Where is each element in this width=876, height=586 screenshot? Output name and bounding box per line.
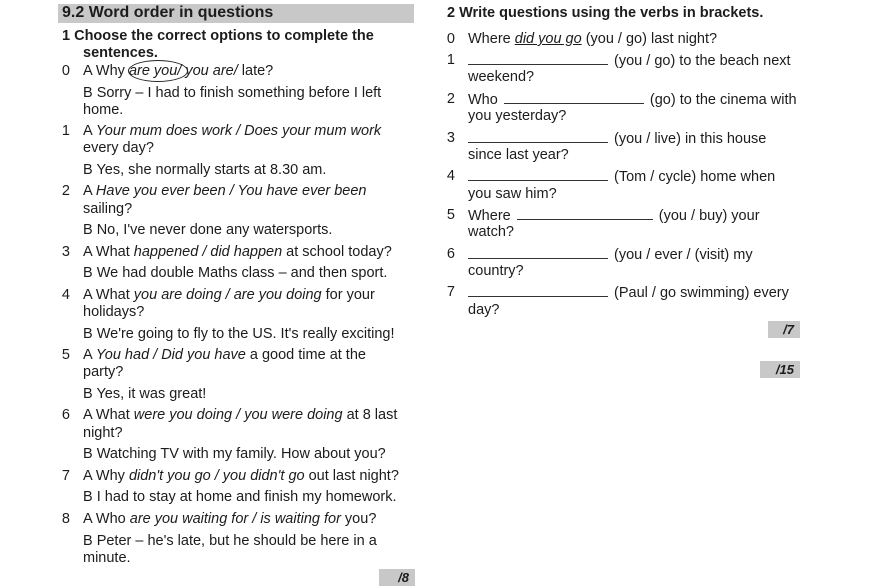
item-3-answer: B We had double Maths class – and then sport. [83, 265, 388, 281]
item-4-question-cont: holidays? [83, 304, 145, 320]
item-options: Have you ever been / You have ever been [95, 183, 367, 199]
item-2-answer: B No, I've never done any watersports. [83, 222, 333, 238]
item-0-answer-cont: home. [83, 102, 124, 118]
item-number: 0 [446, 31, 455, 47]
item-0-question: A Why are you/ you are/ late? [83, 63, 274, 79]
item-number: 4 [61, 287, 70, 303]
item-options: you are doing / are you doing [133, 287, 322, 303]
ex2-item-7-cont: day? [468, 302, 500, 318]
item-number: 5 [446, 207, 455, 223]
item-options: didn't you go / you didn't go [128, 468, 305, 484]
total-score: /15 [760, 361, 800, 378]
item-2-question-cont: sailing? [83, 201, 133, 217]
ex2-item-5: Where (you / buy) your [468, 208, 760, 224]
item-5-question: A You had / Did you have a good time at the [83, 347, 366, 363]
ex2-item-4-cont: you saw him? [468, 186, 557, 202]
ex2-item-5-cont: watch? [468, 224, 514, 240]
item-options: You had / Did you have [95, 347, 246, 363]
item-6-question-cont: night? [83, 425, 123, 441]
item-5-answer: B Yes, it was great! [83, 386, 207, 402]
item-8-answer-cont: minute. [83, 550, 131, 566]
option-selected: are you [128, 63, 178, 79]
item-1-question-cont: every day? [83, 140, 154, 156]
ex2-item-2: Who (go) to the cinema with [468, 92, 797, 108]
ex2-item-2-cont: you yesterday? [468, 108, 567, 124]
item-number: 4 [446, 168, 455, 184]
ex2-item-6-cont: country? [468, 263, 524, 279]
item-4-answer: B We're going to fly to the US. It's really exciting! [83, 326, 395, 342]
item-8-question: A Who are you waiting for / is waiting for you? [83, 511, 377, 527]
ex2-item-6: (you / ever / (visit) my [468, 246, 753, 263]
ex2-item-7: (Paul / go swimming) every [468, 284, 789, 301]
ex2-item-0: Where did you go (you / go) last night? [468, 31, 718, 47]
item-6-answer: B Watching TV with my family. How about you? [83, 446, 386, 462]
item-options: Your mum does work / Does your mum work [95, 123, 382, 139]
item-4-question: A What you are doing / are you doing for your [83, 287, 375, 303]
ex2-item-1-cont: weekend? [468, 69, 535, 85]
item-number: 3 [446, 130, 455, 146]
section-title-bar [58, 4, 414, 23]
answer-blank[interactable] [517, 207, 653, 220]
item-0-answer: B Sorry – I had to finish something before I left [83, 85, 382, 101]
item-number: 0 [61, 63, 70, 79]
item-options: are you waiting for / is waiting for [129, 511, 341, 527]
answer-blank[interactable] [468, 130, 608, 143]
item-number: 7 [446, 284, 455, 300]
item-6-question: A What were you doing / you were doing at 8 last [83, 407, 398, 423]
answer-circle [128, 60, 188, 82]
ex2-item-3-cont: since last year? [468, 147, 569, 163]
answer-blank[interactable] [468, 52, 608, 65]
item-options: happened / did happen [133, 244, 283, 260]
item-number: 1 [446, 52, 455, 68]
example-answer: did you go [514, 31, 582, 47]
exercise-2-score: /7 [768, 321, 800, 338]
item-number: 1 [61, 123, 70, 139]
item-8-answer: B Peter – he's late, but he should be here in a [83, 533, 377, 549]
answer-blank[interactable] [468, 284, 608, 297]
item-number: 3 [61, 244, 70, 260]
item-options: were you doing / you were doing [133, 407, 343, 423]
answer-blank[interactable] [468, 168, 608, 181]
exercise-1-heading: 1 Choose the correct options to complete the [62, 28, 374, 44]
item-5-question-cont: party? [83, 364, 124, 380]
item-number: 8 [61, 511, 70, 527]
item-number: 2 [446, 91, 455, 107]
item-7-question: A Why didn't you go / you didn't go out last night? [83, 468, 399, 484]
item-1-answer: B Yes, she normally starts at 8.30 am. [83, 162, 327, 178]
exercise-1-score: /8 [379, 569, 415, 586]
answer-blank[interactable] [468, 246, 608, 259]
item-number: 7 [61, 468, 70, 484]
ex2-item-4: (Tom / cycle) home when [468, 168, 775, 185]
item-number: 2 [61, 183, 70, 199]
item-number: 5 [61, 347, 70, 363]
item-7-answer: B I had to stay at home and finish my homework. [83, 489, 397, 505]
ex2-item-1: (you / go) to the beach next [468, 52, 791, 69]
option-other: / you are/ [177, 63, 238, 79]
exercise-1-heading-cont: sentences. [83, 45, 158, 61]
item-2-question: A Have you ever been / You have ever been [83, 183, 367, 199]
answer-blank[interactable] [504, 91, 644, 104]
section-title: 9.2 Word order in questions [62, 4, 274, 21]
item-number: 6 [61, 407, 70, 423]
item-1-question: A Your mum does work / Does your mum work [83, 123, 382, 139]
item-3-question: A What happened / did happen at school today? [83, 244, 392, 260]
item-number: 6 [446, 246, 455, 262]
exercise-2-heading: 2 Write questions using the verbs in brackets. [447, 5, 764, 21]
ex2-item-3: (you / live) in this house [468, 130, 766, 147]
